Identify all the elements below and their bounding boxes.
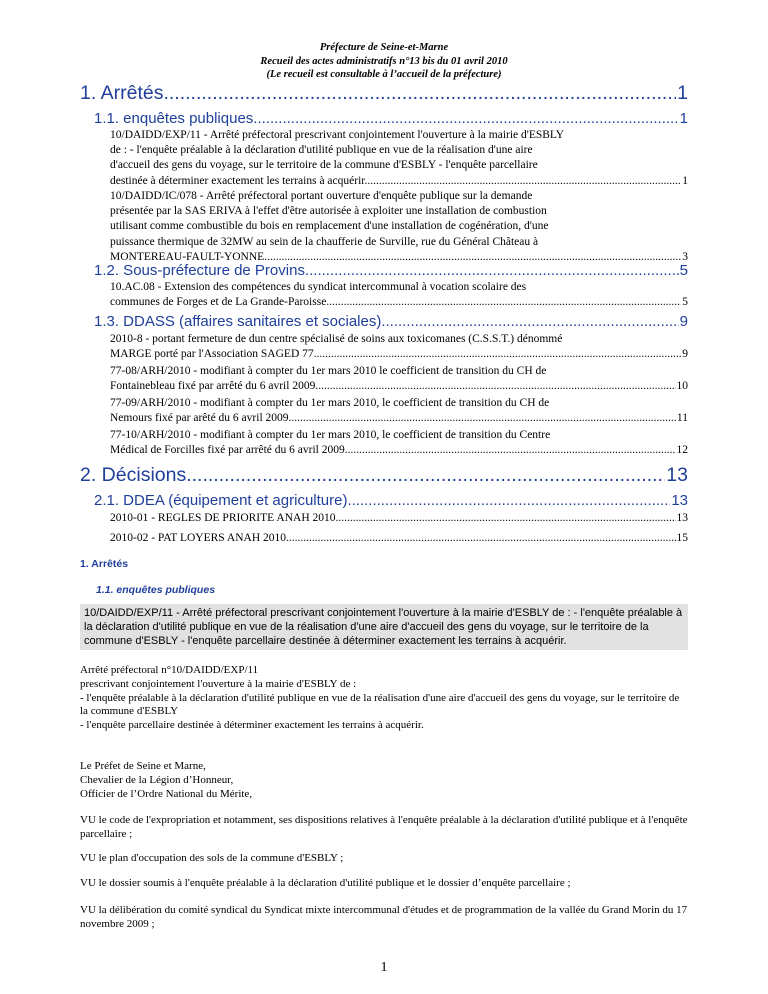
arrete-line: - l'enquête préalable à la déclaration d'utilité publique en vue de la réalisation d'une aire d'accueil des gens du voyage, sur le territoire de la commune d'ESBLY — [80, 691, 680, 718]
toc-arretes[interactable]: 1. Arrêtés ..... 1 — [80, 82, 688, 105]
vu-dossier-enquete: VU le dossier soumis à l'enquête préalable à la déclaration d'utilité publique et le dossier d’enquête parcellaire ; — [80, 877, 571, 889]
section-heading-arretes: 1. Arrêtés — [80, 558, 129, 570]
page-number: 1 — [380, 960, 388, 975]
toc-entry-forcilles[interactable]: 77-10/ARH/2010 - modifiant à compter du 1er mars 2010, le coefficient de transition du Centre Médical de Forcilles fixé par arrêté du 6 avril 2009 ..... 12 — [110, 428, 688, 458]
toc-entry-line: d'accueil des gens du voyage, sur le territoire de la commune d'ESBLY - l'enquête parcellaire — [110, 159, 538, 172]
arrete-line: Arrêté préfectoral n°10/DAIDD/EXP/11 — [80, 664, 259, 676]
prefet-line: Chevalier de la Légion d’Honneur, — [80, 773, 234, 786]
toc-entry-nemours[interactable]: 77-09/ARH/2010 - modifiant à compter du 1er mars 2010, le coefficient de transition du CH de Nemours fixé par arêté du 6 avril 2009 ..... 11 — [110, 396, 688, 426]
arrete-line: prescrivant conjointement l'ouverture à la mairie d'ESBLY de : — [80, 677, 357, 690]
section-heading-enquetes: 1.1. enquêtes publiques — [96, 584, 216, 596]
toc-ddass[interactable]: 1.3. DDASS (affaires sanitaires et sociales) ..... 9 — [94, 313, 688, 330]
toc-entry-line: puissance thermique de 32MW au sein de la chaufferie de Surville, rue du Général Château à — [110, 235, 539, 248]
document-header — [0, 41, 768, 82]
toc-entry-line: 2010-8 - portant fermeture de dun centre spécialisé de soins aux toxicomanes (C.S.S.T.) dénommé — [110, 333, 563, 345]
toc-entry-line: présentée par la SAS ERIVA à l'effet d'être autorisée à exploiter une installation de combustion — [110, 205, 547, 218]
toc-entry-eriva[interactable]: 10/DAIDD/IC/078 - Arrêté préfectoral portant ouverture d'enquête publique sur la demande présentée par la SAS ERIVA à l'effet d'être autorisée à exploiter une installation de combustion utilisant comme combustible du bois en remplacement d'une installation de cogénération, d'une puissance thermique de 32MW au sein de la chaufferie de Surville, rue du Général Château à MONTEREAU-FAULT-YONNE ..... 3 — [110, 189, 688, 265]
toc-entry-line: 77-09/ARH/2010 - modifiant à compter du 1er mars 2010, le coefficient de transition du CH de — [110, 397, 550, 409]
toc-entry-forges[interactable]: 10.AC.08 - Extension des compétences du syndicat intercommunal à vocation scolaire des communes de Forges et de La Grande-Paroisse ..... 5 — [110, 280, 688, 310]
toc-entry-line: 77-10/ARH/2010 - modifiant à compter du 1er mars 2010, le coefficient de transition du Centre — [110, 429, 551, 441]
toc-sous-prefecture-provins[interactable]: 1.2. Sous-préfecture de Provins ..... 5 — [94, 262, 688, 279]
toc-entry-line: utilisant comme combustible du bois en remplacement d'une installation de cogénération, d'une — [110, 220, 549, 233]
prefet-titles — [80, 760, 688, 801]
toc-entry-line: 10.AC.08 - Extension des compétences du syndicat intercommunal à vocation scolaire des — [110, 281, 527, 293]
prefet-line: Officier de l’Ordre National du Mérite, — [80, 787, 253, 800]
header-recueil: Recueil des actes administratifs n°13 bis du 01 avril 2010 — [260, 55, 508, 67]
toc-ddea[interactable]: 2.1. DDEA (équipement et agriculture) ..... 13 — [94, 492, 688, 509]
act-title-box: 10/DAIDD/EXP/11 - Arrêté préfectoral prescrivant conjointement l'ouverture à la mairie d'ESBLY de : - l'enquête préalable à la déclaration d'utilité publique en vue de la réalisation d'une aire d'accueil des gens du voyage, sur le territoire de la commune d'ESBLY - l'enquête parcellaire destinée à déterminer exactement les terrains à acquérir. — [80, 604, 688, 650]
toc-entry-pat-loyers[interactable]: 2010-02 - PAT LOYERS ANAH 2010 ..... 15 — [110, 531, 688, 546]
toc-entry-line: 77-08/ARH/2010 - modifiant à compter du 1er mars 2010 le coefficient de transition du CH de — [110, 365, 547, 377]
toc-entry-line: 10/DAIDD/IC/078 - Arrêté préfectoral portant ouverture d'enquête publique sur la demande — [110, 190, 533, 202]
toc-entry-fontainebleau[interactable]: 77-08/ARH/2010 - modifiant à compter du 1er mars 2010 le coefficient de transition du CH de Fontainebleau fixé par arrêté du 6 avril 2009 ..... 10 — [110, 364, 688, 394]
vu-deliberation: VU la délibération du comité syndical du Syndicat mixte intercommunal d'études et de programmation de la vallée du Grand Morin du 17 novembre 2009 ; — [80, 904, 688, 930]
toc-entry-line: 10/DAIDD/EXP/11 - Arrêté préfectoral prescrivant conjointement l'ouverture à la mairie d'ESBLY — [110, 129, 565, 141]
header-prefecture: Préfecture de Seine-et-Marne — [319, 42, 449, 53]
arrete-line: - l'enquête parcellaire destinée à déterminer exactement les terrains à acquérir. — [80, 719, 424, 732]
header-consultable: (Le recueil est consultable à l’accueil de la préfecture) — [266, 69, 502, 80]
arrete-reference — [80, 664, 688, 733]
toc-entry-marge[interactable]: 2010-8 - portant fermeture de dun centre spécialisé de soins aux toxicomanes (C.S.S.T.) dénommé MARGE porté par l'Association SAGED 77 ..... 9 — [110, 332, 688, 362]
toc-entry-line: de : - l'enquête préalable à la déclaration d'utilité publique en vue de la réalisation d'une aire — [110, 144, 533, 157]
prefet-line: Le Préfet de Seine et Marne, — [80, 760, 206, 772]
toc-enquetes-publiques[interactable]: 1.1. enquêtes publiques ..... 1 — [94, 110, 688, 127]
vu-code-expropriation: VU le code de l'expropriation et notamment, ses dispositions relatives à l'enquête préalable à la déclaration d'utilité publique et à l'enquête parcellaire ; — [80, 814, 688, 840]
vu-plan-occupation: VU le plan d'occupation des sols de la commune d'ESBLY ; — [80, 852, 344, 864]
toc-decisions[interactable]: 2. Décisions ..... 13 — [80, 464, 688, 487]
toc-entry-regles-anah[interactable]: 2010-01 - REGLES DE PRIORITE ANAH 2010 ..... 13 — [110, 511, 688, 526]
toc-entry-esbly[interactable]: 10/DAIDD/EXP/11 - Arrêté préfectoral prescrivant conjointement l'ouverture à la mairie d'ESBLY de : - l'enquête préalable à la déclaration d'utilité publique en vue de la réalisation d'une aire d'accueil des gens du voyage, sur le territoire de la commune d'ESBLY - l'enquête parcellaire destinée à déterminer exactement les terrains à acquérir. ..... 1 — [110, 128, 688, 189]
